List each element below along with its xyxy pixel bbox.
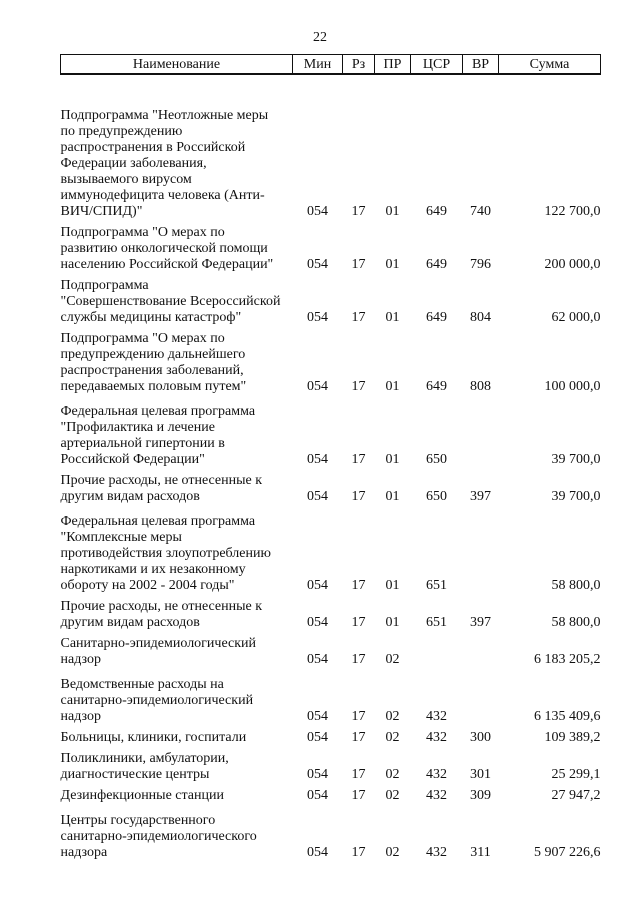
row-vr: 397	[470, 489, 491, 504]
header-rz: Рз	[343, 55, 375, 75]
row-pr: 01	[385, 379, 400, 394]
row-min: 054	[307, 788, 328, 803]
row-sum: 109 389,2	[544, 730, 601, 745]
row-vr	[463, 395, 499, 468]
row-csr: 432	[426, 709, 447, 724]
row-name: Прочие расходы, не отнесенные к другим видам расходов	[60, 473, 263, 504]
row-rz: 17	[351, 652, 366, 667]
row-rz: 17	[351, 204, 366, 219]
row-min: 054	[307, 767, 328, 782]
table-row	[61, 468, 601, 505]
row-sum: 6 135 409,6	[534, 709, 601, 724]
row-vr	[463, 505, 499, 594]
row-sum: 58 800,0	[551, 615, 601, 630]
row-csr: 649	[426, 257, 447, 272]
row-name: Подпрограмма "О мерах по предупреждению дальнейшего распространения заболеваний, передаваемых половым путем"	[60, 331, 247, 394]
header-csr: ЦСР	[411, 55, 463, 75]
row-csr: 432	[426, 730, 447, 745]
table-row	[61, 74, 601, 220]
row-name: Подпрограмма "О мерах по развитию онкологической помощи населению Российской Федерации"	[60, 225, 274, 272]
table-row	[61, 725, 601, 746]
row-rz: 17	[351, 788, 366, 803]
row-sum: 39 700,0	[551, 452, 601, 467]
row-vr: 808	[470, 379, 491, 394]
row-min: 054	[307, 652, 328, 667]
table-row	[61, 783, 601, 804]
row-name: Ведомственные расходы на санитарно-эпидемиологический надзор	[60, 677, 254, 724]
row-rz: 17	[351, 578, 366, 593]
row-vr: 397	[470, 615, 491, 630]
row-csr: 649	[426, 310, 447, 325]
row-vr: 740	[470, 204, 491, 219]
row-pr: 02	[385, 652, 400, 667]
row-pr: 01	[385, 257, 400, 272]
header-vr: ВР	[463, 55, 499, 75]
row-rz: 17	[351, 379, 366, 394]
row-min: 054	[307, 845, 328, 860]
row-sum: 6 183 205,2	[534, 652, 601, 667]
row-sum: 39 700,0	[551, 489, 601, 504]
header-sum: Сумма	[499, 55, 601, 75]
row-sum: 25 299,1	[551, 767, 601, 782]
row-vr: 311	[470, 845, 491, 860]
row-min: 054	[307, 615, 328, 630]
row-name: Поликлиники, амбулатории, диагностические центры	[60, 751, 229, 782]
row-vr: 301	[470, 767, 491, 782]
row-name: Центры государственного санитарно-эпидемиологического надзора	[60, 813, 257, 860]
row-sum: 122 700,0	[544, 204, 601, 219]
row-pr: 01	[385, 310, 400, 325]
row-csr: 651	[426, 578, 447, 593]
table-row	[61, 631, 601, 668]
row-pr: 01	[385, 204, 400, 219]
row-name: Подпрограмма "Неотложные меры по предупреждению распространения в Российской Федерации заболевания, вызываемого вирусом иммунодефицита человека (Анти- ВИЧ/СПИД)"	[60, 108, 269, 219]
row-rz: 17	[351, 615, 366, 630]
row-vr: 804	[470, 310, 491, 325]
row-rz: 17	[351, 767, 366, 782]
row-min: 054	[307, 310, 328, 325]
row-sum: 5 907 226,6	[534, 845, 601, 860]
row-rz: 17	[351, 845, 366, 860]
row-rz: 17	[351, 730, 366, 745]
row-pr: 01	[385, 489, 400, 504]
row-rz: 17	[351, 489, 366, 504]
row-csr: 650	[426, 452, 447, 467]
table-row	[61, 220, 601, 273]
header-min: Мин	[293, 55, 343, 75]
table-row	[61, 594, 601, 631]
row-sum: 58 800,0	[551, 578, 601, 593]
row-csr: 649	[426, 204, 447, 219]
row-csr: 432	[426, 767, 447, 782]
table-row	[61, 326, 601, 395]
table-row	[61, 746, 601, 783]
row-sum: 200 000,0	[544, 257, 601, 272]
row-min: 054	[307, 452, 328, 467]
row-min: 054	[307, 204, 328, 219]
row-vr: 309	[470, 788, 491, 803]
row-sum: 100 000,0	[544, 379, 601, 394]
row-name: Подпрограмма "Совершенствование Всероссийской службы медицины катастроф"	[60, 278, 281, 325]
table-row	[61, 505, 601, 594]
row-pr: 02	[385, 788, 400, 803]
row-sum: 62 000,0	[551, 310, 601, 325]
row-vr: 796	[470, 257, 491, 272]
row-name: Санитарно-эпидемиологический надзор	[60, 636, 257, 667]
row-pr: 02	[385, 730, 400, 745]
header-pr: ПР	[375, 55, 411, 75]
row-min: 054	[307, 489, 328, 504]
row-min: 054	[307, 379, 328, 394]
header-name: Наименование	[61, 55, 293, 75]
row-rz: 17	[351, 452, 366, 467]
row-pr: 02	[385, 767, 400, 782]
table-header-row	[61, 55, 601, 75]
row-pr: 02	[385, 845, 400, 860]
row-pr: 01	[385, 452, 400, 467]
table-row	[61, 395, 601, 468]
row-min: 054	[307, 578, 328, 593]
row-name: Федеральная целевая программа "Профилактика и лечение артериальной гипертонии в Российской Федерации"	[60, 404, 256, 467]
row-name: Дезинфекционные станции	[60, 788, 224, 803]
row-csr: 651	[426, 615, 447, 630]
row-csr: 650	[426, 489, 447, 504]
row-vr: 300	[470, 730, 491, 745]
row-rz: 17	[351, 310, 366, 325]
page-number: 22	[313, 30, 327, 45]
row-pr: 01	[385, 615, 400, 630]
row-csr: 649	[426, 379, 447, 394]
row-pr: 01	[385, 578, 400, 593]
row-vr	[463, 631, 499, 668]
row-csr	[411, 631, 463, 668]
row-min: 054	[307, 709, 328, 724]
table-row	[61, 668, 601, 725]
row-name: Федеральная целевая программа "Комплексные меры противодействия злоупотреблению наркотиками и их незаконному обороту на 2002 - 2004 годы"	[60, 514, 271, 593]
row-pr: 02	[385, 709, 400, 724]
row-min: 054	[307, 730, 328, 745]
table-row	[61, 804, 601, 861]
row-sum: 27 947,2	[551, 788, 601, 803]
budget-table	[60, 54, 601, 861]
table-row	[61, 273, 601, 326]
row-min: 054	[307, 257, 328, 272]
row-rz: 17	[351, 709, 366, 724]
row-name: Больницы, клиники, госпитали	[60, 730, 247, 745]
row-csr: 432	[426, 788, 447, 803]
row-name: Прочие расходы, не отнесенные к другим видам расходов	[60, 599, 263, 630]
row-rz: 17	[351, 257, 366, 272]
row-csr: 432	[426, 845, 447, 860]
row-vr	[463, 668, 499, 725]
